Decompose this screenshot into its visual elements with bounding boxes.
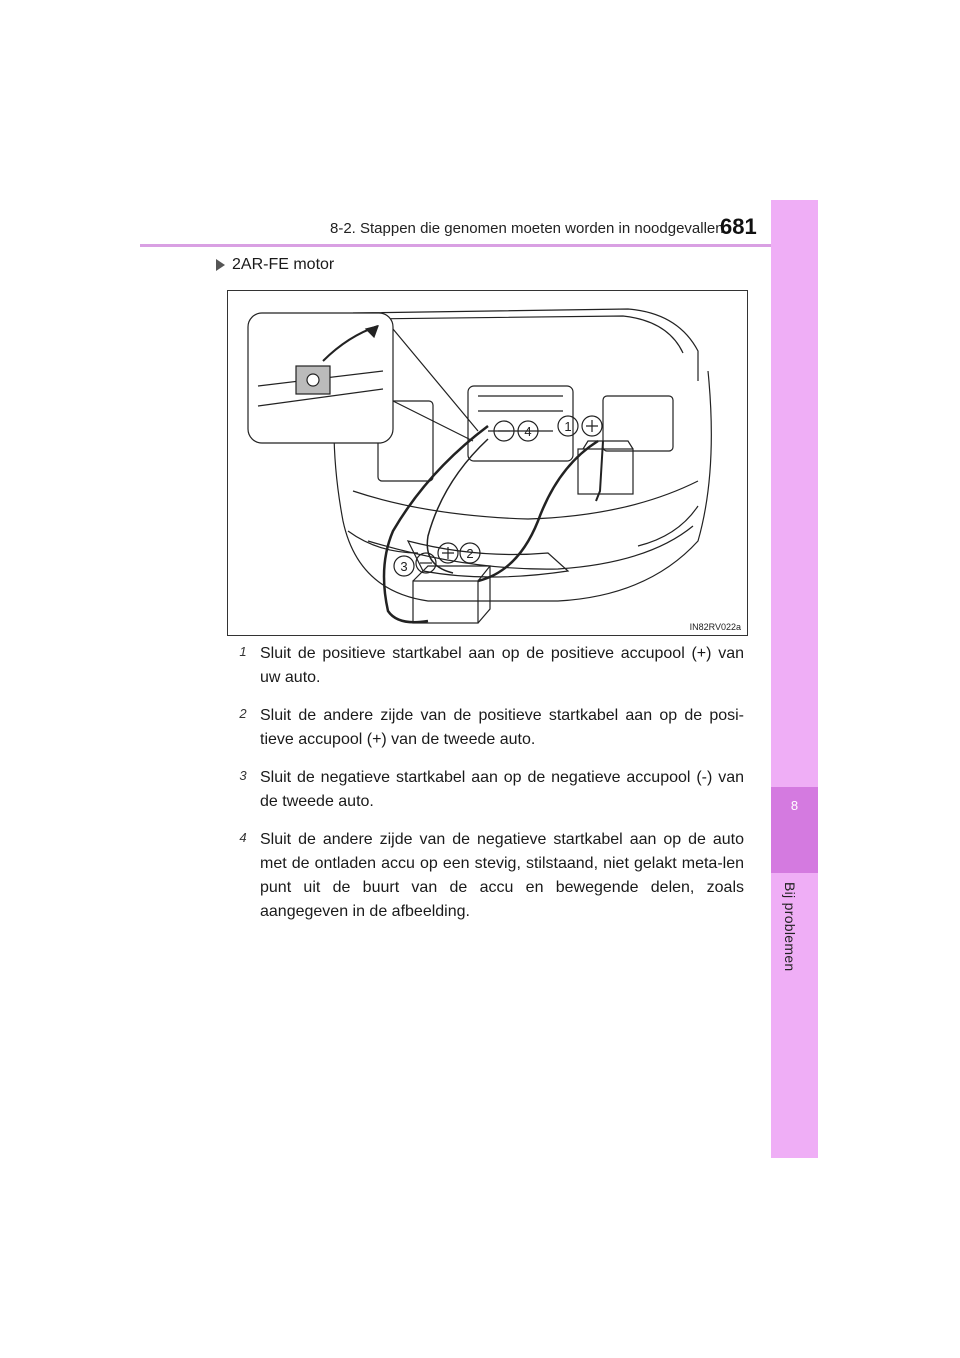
triangle-bullet-icon xyxy=(216,259,225,271)
jump-start-diagram xyxy=(228,291,746,634)
callout-3-label: 3 xyxy=(400,559,408,574)
second-battery xyxy=(413,581,478,623)
step-text: Sluit de positieve startkabel aan op de positieve accupool (+) van uw auto. xyxy=(260,645,744,686)
step-number: 1 xyxy=(239,644,247,659)
step-number: 2 xyxy=(239,706,247,721)
figure-code: IN82RV022a xyxy=(689,622,741,632)
subheading xyxy=(216,256,334,274)
step-list xyxy=(236,642,744,938)
header-rule xyxy=(140,244,818,247)
callout-1-label: 1 xyxy=(564,419,572,434)
page-number: 681 xyxy=(720,214,757,239)
step-number: 4 xyxy=(239,830,247,845)
hood-outline xyxy=(353,309,698,381)
step-text: Sluit de andere zijde van de positieve startkabel aan op de posi-tieve accupool (+) van de tweede auto. xyxy=(260,707,744,748)
step-text: Sluit de negatieve startkabel aan op de negatieve accupool (-) van de tweede auto. xyxy=(260,769,744,810)
step-item xyxy=(236,704,744,752)
chapter-number: 8 xyxy=(790,798,799,813)
own-battery xyxy=(578,449,633,494)
chapter-side-tab xyxy=(771,200,818,1158)
step-number: 3 xyxy=(239,768,247,783)
engine-block xyxy=(468,386,573,461)
callout-4-label: 4 xyxy=(524,424,532,439)
engine-bay-illustration xyxy=(227,290,748,636)
step-text: Sluit de andere zijde van de negatieve startkabel aan op de auto met de ontladen accu op een stevig, stilstaand, niet gelakt meta-len punt uit de buurt van de accu en bewegende delen, zoals aangegeven in de afbeelding. xyxy=(260,831,744,920)
chapter-name: Bij problemen xyxy=(782,882,798,972)
section-title: 8-2. Stappen die genomen moeten worden in noodgevallen xyxy=(330,220,724,237)
subheading-text: 2AR-FE motor xyxy=(232,256,335,273)
positive-cable xyxy=(478,441,598,581)
step-item xyxy=(236,766,744,814)
step-item xyxy=(236,828,744,924)
step-item xyxy=(236,642,744,690)
callout-2-label: 2 xyxy=(466,546,474,561)
